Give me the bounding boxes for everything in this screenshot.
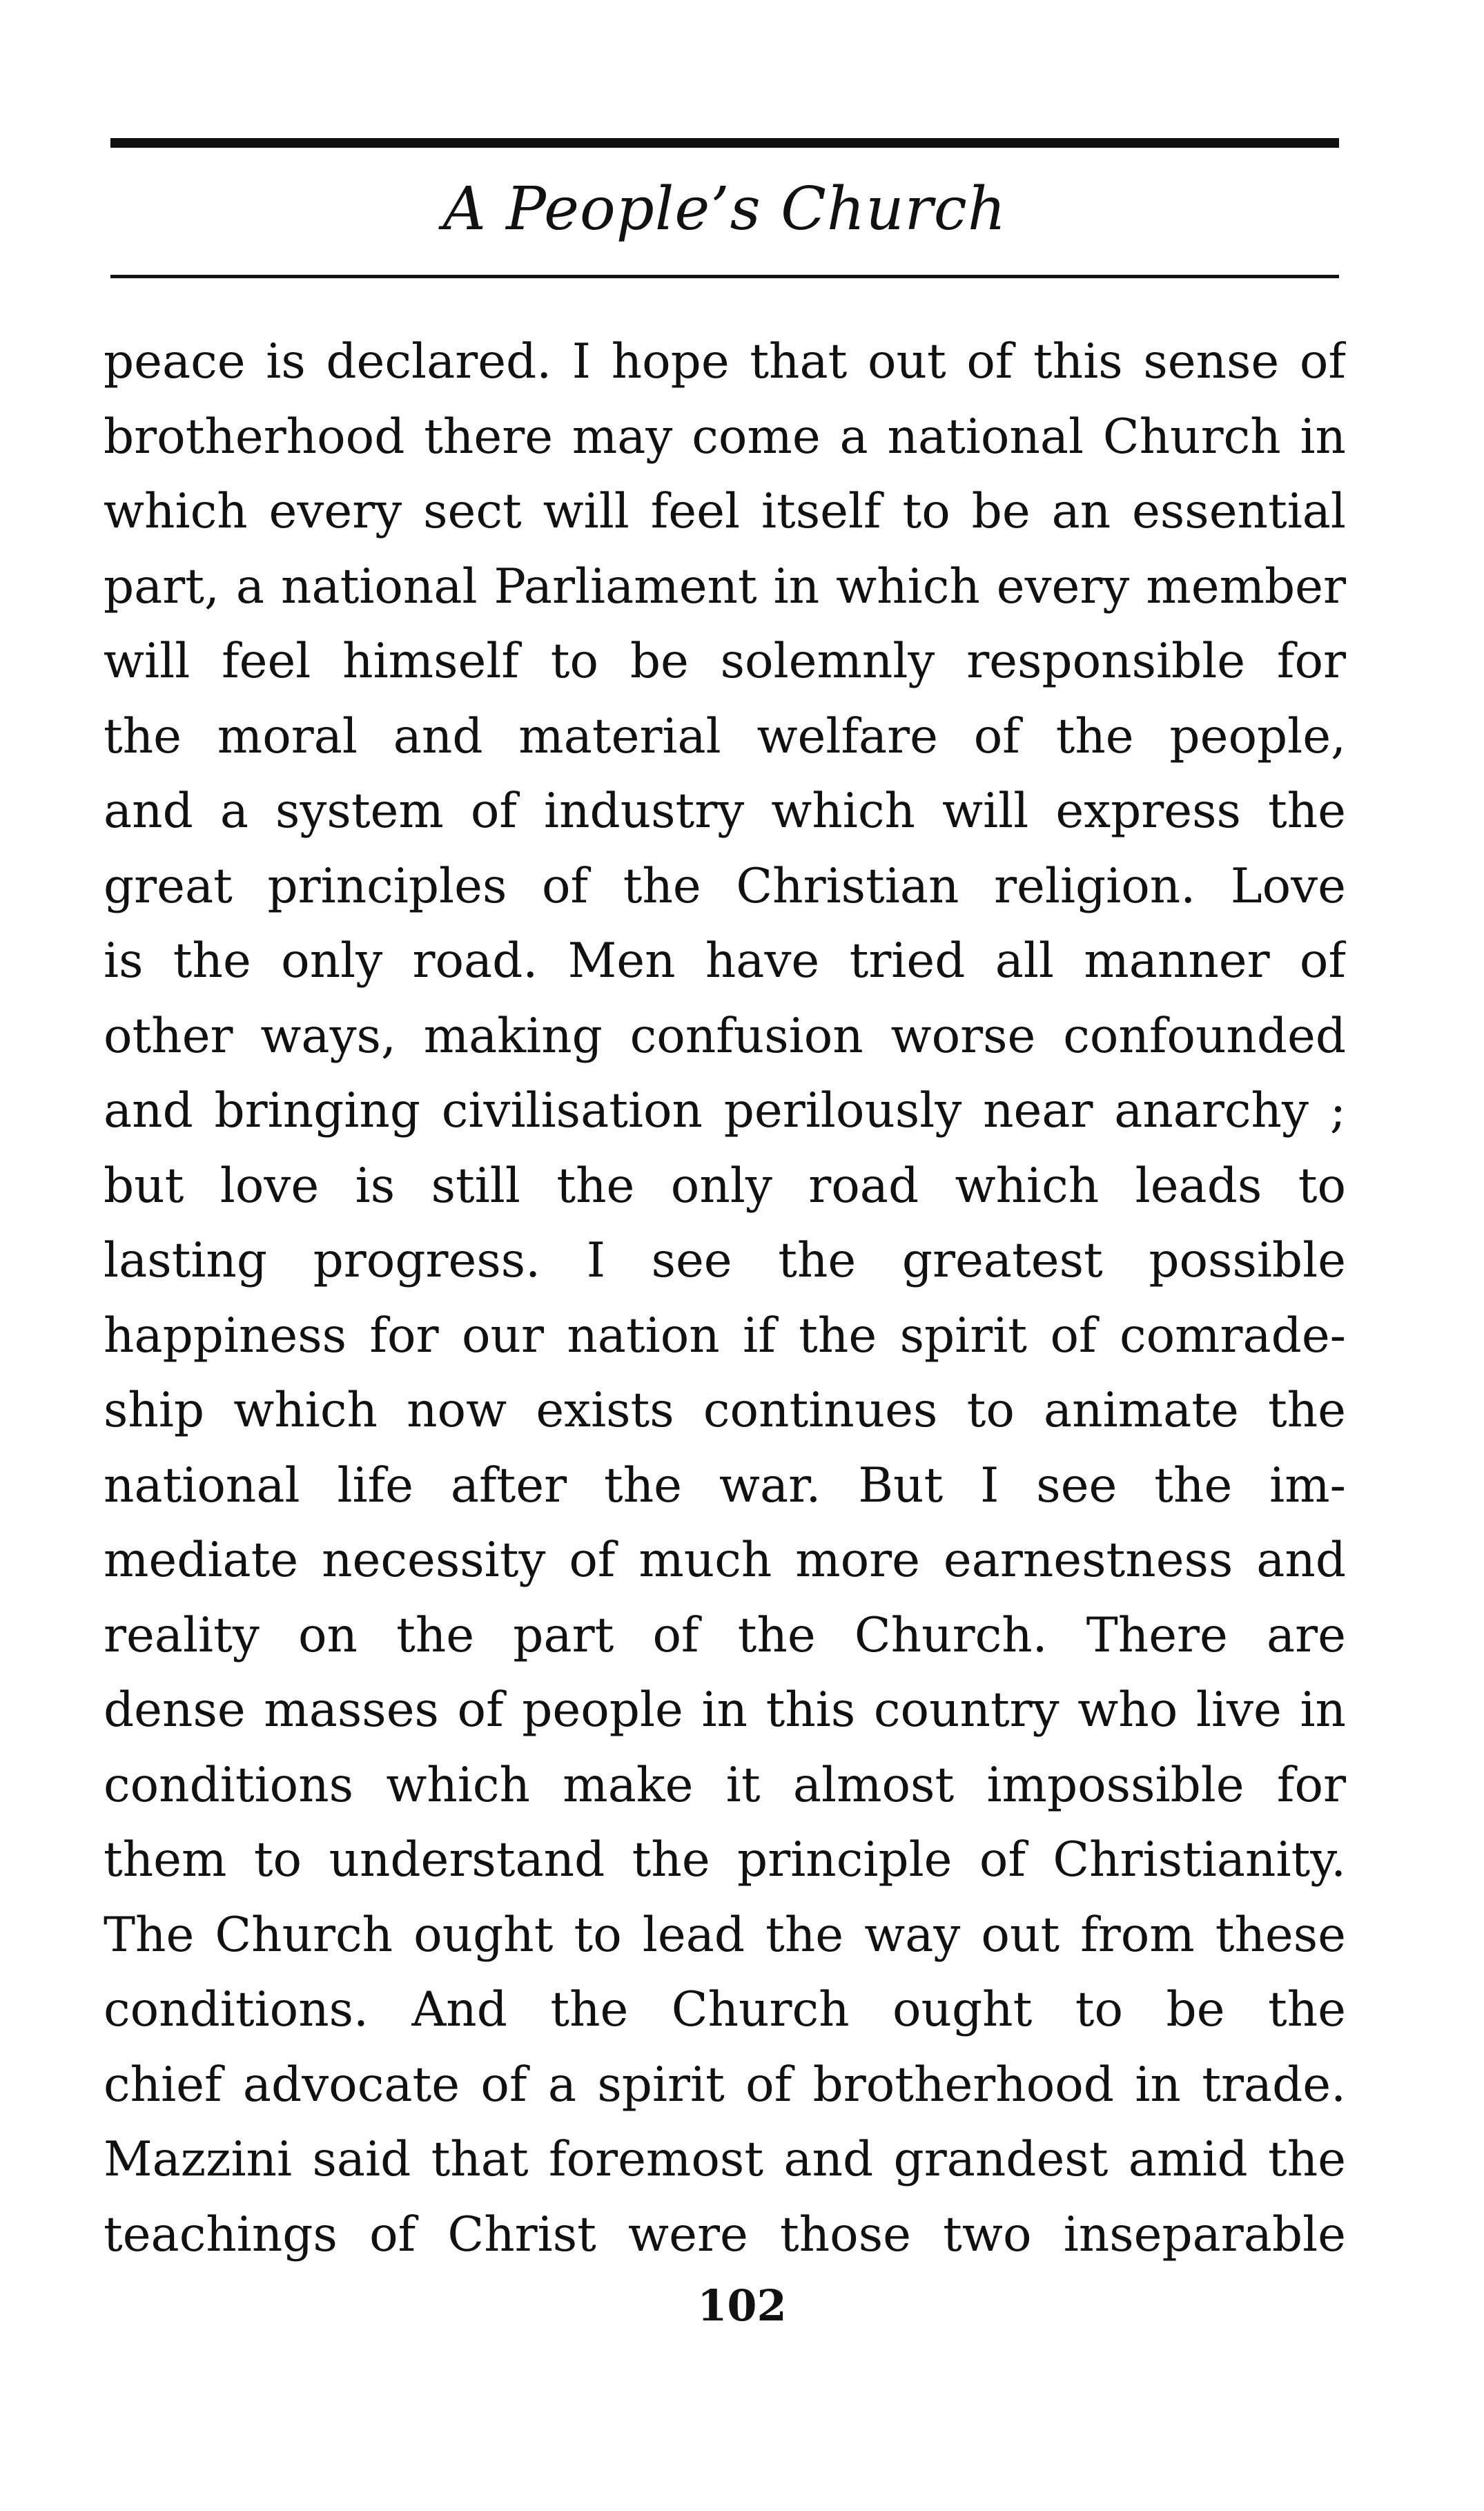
text-line: conditions. And the Church ought to be the [104, 1982, 1346, 2037]
text-line: dense masses of people in this country who live in [104, 1683, 1346, 1738]
text-line: lasting progress. I see the greatest possible [104, 1233, 1346, 1288]
text-line: mediate necessity of much more earnestness and [104, 1533, 1346, 1588]
header-rule-top [110, 138, 1339, 148]
running-title: A People’s Church [442, 175, 1007, 244]
text-line: Mazzini said that foremost and grandest amid the [104, 2132, 1346, 2187]
text-line: other ways, making confusion worse confounded [104, 1008, 1346, 1064]
text-line: part, a national Parliament in which every member [104, 559, 1346, 614]
text-line: but love is still the only road which leads to [104, 1158, 1346, 1214]
text-line: peace is declared. I hope that out of this sense of [104, 334, 1346, 389]
text-line: brotherhood there may come a national Church in [104, 409, 1346, 465]
text-line: will feel himself to be solemnly responsible for [104, 634, 1346, 689]
body-text [104, 324, 1346, 2272]
text-line: national life after the war. But I see the im- [104, 1457, 1346, 1513]
text-line: the moral and material welfare of the people, [104, 708, 1346, 764]
text-line: conditions which make it almost impossible for [104, 1757, 1346, 1813]
text-line: teachings of Christ were those two inseparable [104, 2207, 1346, 2262]
text-line: them to understand the principle of Christianity. [104, 1832, 1346, 1888]
text-line: great principles of the Christian religion. Love [104, 858, 1346, 914]
text-line: reality on the part of the Church. There are [104, 1607, 1346, 1663]
text-line: ship which now exists continues to animate the [104, 1383, 1346, 1438]
text-line: is the only road. Men have tried all manner of [104, 933, 1346, 989]
text-line: happiness for our nation if the spirit of comrade- [104, 1308, 1346, 1364]
text-line: The Church ought to lead the way out from these [104, 1907, 1346, 1963]
text-line: chief advocate of a spirit of brotherhood in trade. [104, 2057, 1346, 2113]
text-line: and bringing civilisation perilously near anarchy ; [104, 1083, 1346, 1138]
header-rule-bottom [110, 275, 1339, 278]
page-number: 102 [697, 2280, 787, 2331]
text-line: which every sect will feel itself to be an essential [104, 484, 1346, 539]
text-line: and a system of industry which will express the [104, 784, 1346, 839]
